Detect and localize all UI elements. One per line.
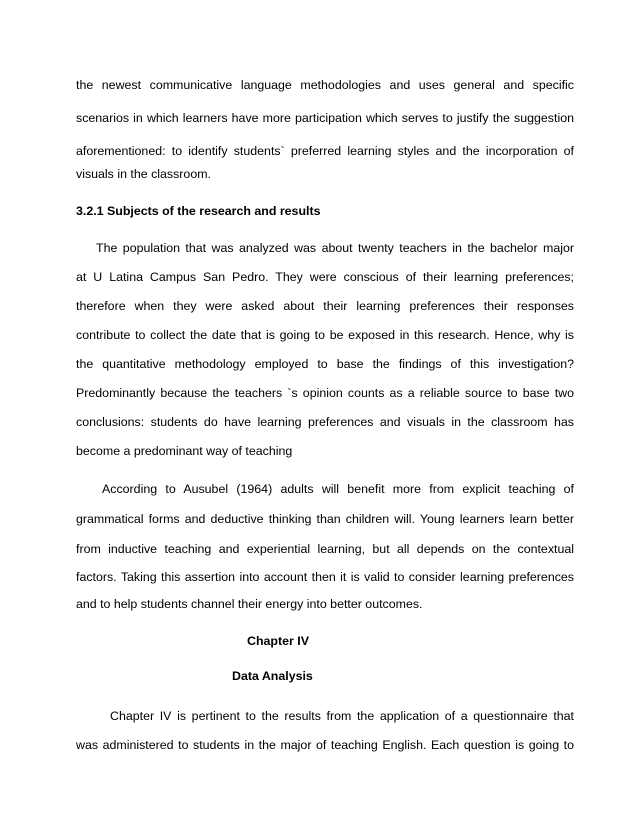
text-line: Chapter IV is pertinent to the results from the application of a questionnaire that [110,709,574,723]
text-line: aforementioned: to identify students` preferred learning styles and the incorporation of [76,144,574,158]
text-line: at U Latina Campus San Pedro. They were conscious of their learning preferences; [76,270,574,284]
text-line: factors. Taking this assertion into account then it is valid to consider learning preferences [76,570,574,584]
text-line: contribute to collect the date that is going to be exposed in this research. Hence, why is [76,328,574,342]
text-line: The population that was analyzed was about twenty teachers in the bachelor major [96,241,574,255]
chapter-subtitle: Data Analysis [232,669,313,683]
text-line: scenarios in which learners have more participation which serves to justify the suggestion [76,111,574,125]
section-heading: 3.2.1 Subjects of the research and results [76,204,321,218]
text-line: conclusions: students do have learning preferences and visuals in the classroom has [76,415,574,429]
text-line: from inductive teaching and experiential learning, but all depends on the contextual [76,542,574,556]
text-line: become a predominant way of teaching [76,444,293,458]
text-line: Predominantly because the teachers `s opinion counts as a reliable source to base two [76,386,574,400]
text-line: visuals in the classroom. [76,167,211,181]
chapter-title: Chapter IV [247,634,309,648]
text-line: and to help students channel their energy into better outcomes. [76,597,423,611]
text-line: According to Ausubel (1964) adults will benefit more from explicit teaching of [102,482,574,496]
text-line: the newest communicative language methodologies and uses general and specific [76,78,574,92]
text-line: therefore when they were asked about their learning preferences their responses [76,299,574,313]
text-line: was administered to students in the major of teaching English. Each question is going to [76,738,574,752]
text-line: grammatical forms and deductive thinking than children will. Young learners learn better [76,512,574,526]
text-line: the quantitative methodology employed to base the findings of this investigation? [76,357,574,371]
